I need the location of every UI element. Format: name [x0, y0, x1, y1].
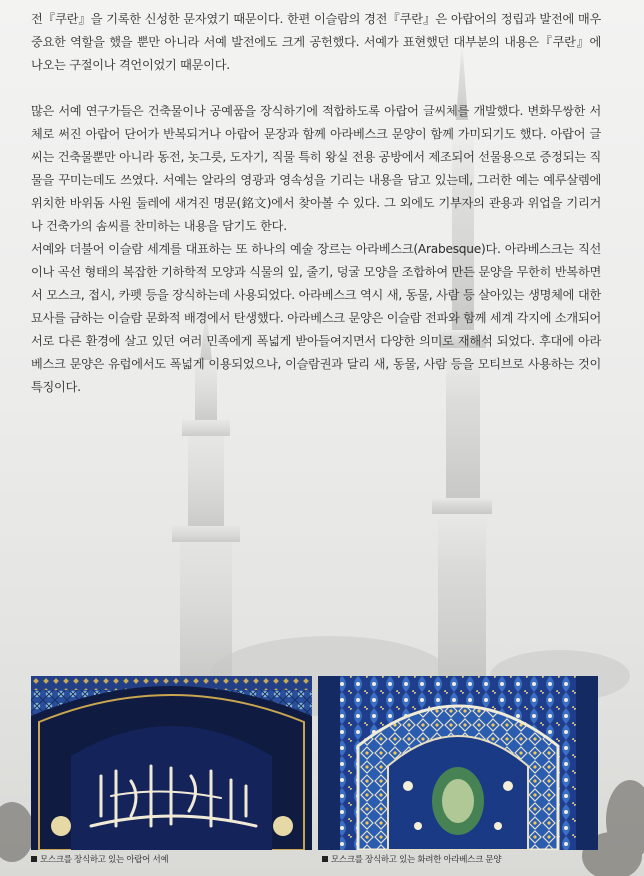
caption-left [31, 853, 168, 865]
paragraph-quran: 전『쿠란』을 기록한 신성한 문자였기 때문이다. 한편 이슬람의 경전『쿠란』은 아랍어의 정립과 발전에 매우 중요한 역할을 했을 뿐만 아니라 서예 발전에도 크게 공헌했다. 서예가 표현했던 대부분의 내용은『쿠란』에 나오는 구절이나 격언이었기 때문이다. [31, 12, 601, 72]
calligraphy-photo [31, 676, 312, 850]
caption-left-text: 모스크를 장식하고 있는 아랍어 서예 [40, 855, 169, 865]
caption-bullet [31, 856, 37, 862]
paragraph-calligraphy: 많은 서예 연구가들은 건축물이나 공예품을 장식하기에 적합하도록 아랍어 글씨체를 개발했다. 변화무쌍한 서체로 써진 아랍어 단어가 반복되거나 아랍어 문장과 함께 아라베스크 문양이 함께 가미되기도 했다. 아랍어 글씨는 건축물뿐만 아니라 동전, 놋그릇, 도자기, 직물 특히 왕실 전용 공방에서 제조되어 선물용으로 증정되는 직물을 꾸미는데도 쓰였다. 서예는 알라의 영광과 영속성을 기리는 내용을 담고 있는데, 그러한 예는 예루살렘에 위치한 바위돔 사원 둘레에 새겨진 명문(銘文)에서 찾아볼 수 있다. 그 외에도 기부자의 관용과 위업을 기리거나 건축가의 솜씨를 찬미하는 내용을 담기도 한다. [31, 104, 601, 233]
caption-right-text: 모스크를 장식하고 있는 화려한 아라베스크 문양 [331, 855, 502, 865]
article-body [31, 8, 601, 399]
arabesque-photo [318, 676, 598, 850]
paragraph-arabesque: 서예와 더불어 이슬람 세계를 대표하는 또 하나의 예술 장르는 아라베스크(Arabesque)다. 아라베스크는 직선이나 곡선 형태의 복잡한 기하학적 모양과 식물의 잎, 줄기, 덩굴 모양을 조합하여 만든 문양을 무한히 반복하면서 모스크, 접시, 카펫 등을 장식하는데 사용되었다. 아라베스크 역시 새, 동물, 사람 등 살아있는 생명체에 대한 묘사를 금하는 이슬람 문화적 배경에서 탄생했다. 아라베스크 문양은 이슬람 전파와 함께 세계 각지에 소개되어 서로 다른 환경에 살고 있던 여러 민족에게 폭넓게 받아들여지면서 다양한 의미로 재해석 되었다. 후대에 아라베스크 문양은 유럽에서도 폭넓게 이용되었으나, 이슬람권과 달리 새, 동물, 사람 등을 모티브로 사용하는 것이 특징이다. [31, 242, 601, 394]
caption-bullet [322, 856, 328, 862]
caption-right [322, 853, 501, 865]
